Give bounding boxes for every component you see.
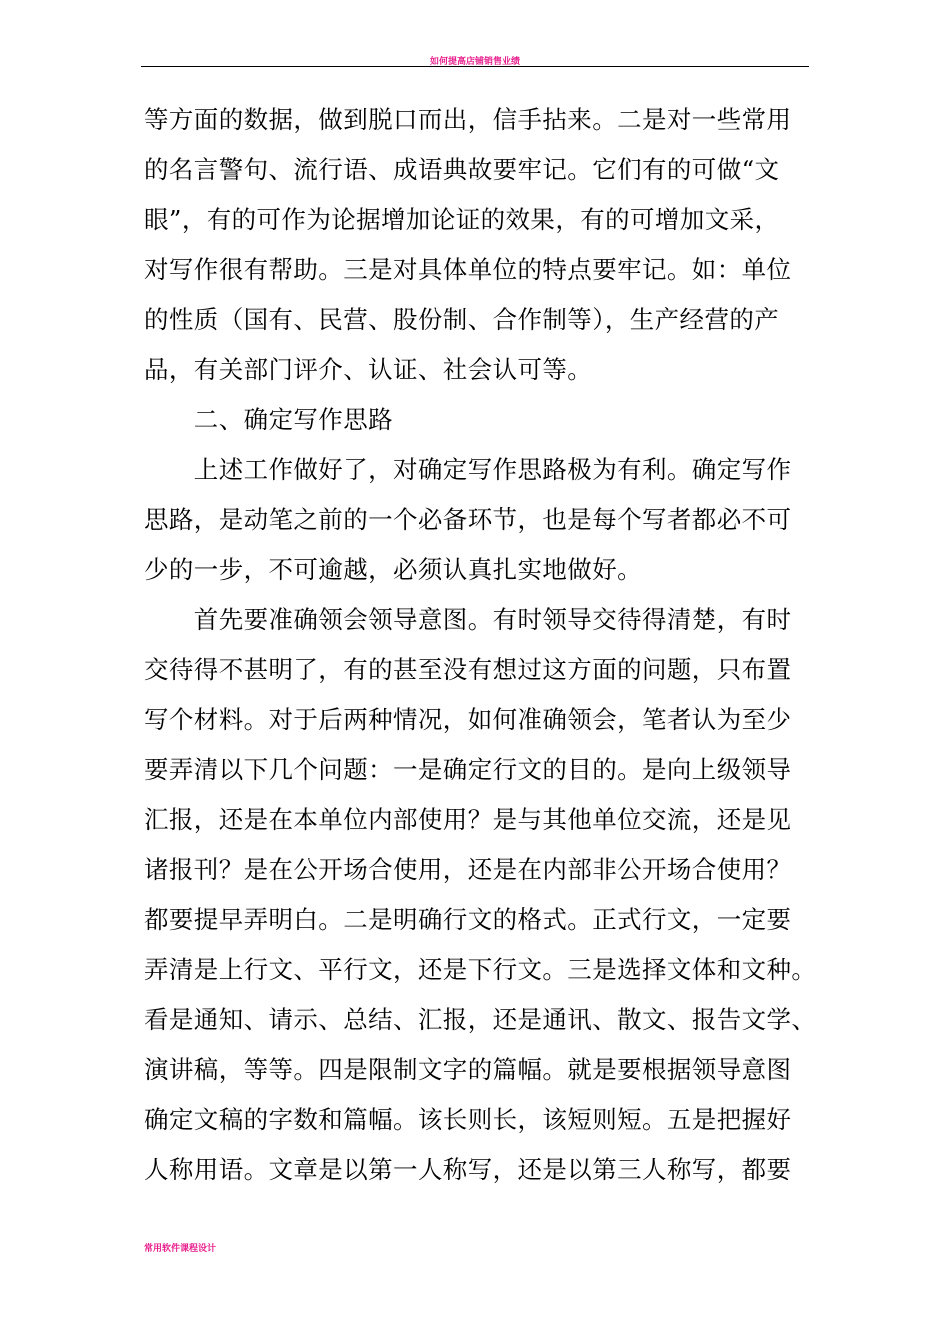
- body-line: 要弄清以下几个问题：一是确定行文的目的。是向上级领导: [144, 755, 792, 784]
- body-line: 交待得不甚明了，有的甚至没有想过这方面的问题，只布置: [144, 655, 792, 684]
- body-line: 演讲稿，等等。四是限制文字的篇幅。就是要根据领导意图: [144, 1055, 792, 1084]
- body-line: 的名言警句、流行语、成语典故要牢记。它们有的可做“文: [144, 155, 780, 184]
- document-body: [144, 95, 820, 1195]
- body-line: 对写作很有帮助。三是对具体单位的特点要牢记。如：单位: [144, 255, 792, 284]
- page-header-title: 如何提高店铺销售业绩: [429, 57, 520, 67]
- page-footer-text: 常用软件课程设计: [144, 1244, 217, 1254]
- body-line: 品，有关部门评介、认证、社会认可等。: [144, 355, 593, 384]
- body-line: 诸报刊？是在公开场合使用，还是在内部非公开场合使用？: [144, 855, 792, 884]
- header-divider: [141, 66, 809, 67]
- body-line: 写个材料。对于后两种情况，如何准确领会，笔者认为至少: [144, 705, 792, 734]
- body-line: 确定文稿的字数和篇幅。该长则长，该短则短。五是把握好: [144, 1105, 792, 1134]
- body-line: 首先要准确领会领导意图。有时领导交待得清楚，有时: [144, 605, 792, 634]
- body-line: 等方面的数据，做到脱口而出，信手拈来。二是对一些常用: [144, 105, 792, 134]
- body-line: 眼”，有的可作为论据增加论证的效果，有的可增加文采，: [144, 205, 780, 234]
- section-heading: 二、确定写作思路: [144, 405, 393, 434]
- body-line: 都要提早弄明白。二是明确行文的格式。正式行文，一定要: [144, 905, 792, 934]
- body-line: 上述工作做好了，对确定写作思路极为有利。确定写作: [144, 455, 792, 484]
- body-line: 的性质（国有、民营、股份制、合作制等），生产经营的产: [144, 305, 780, 334]
- body-line: 思路，是动笔之前的一个必备环节，也是每个写者都必不可: [144, 505, 792, 534]
- body-line: 看是通知、请示、总结、汇报，还是通讯、散文、报告文学、: [144, 1005, 817, 1034]
- body-line: 弄清是上行文、平行文，还是下行文。三是选择文体和文种。: [144, 955, 817, 984]
- body-line: 人称用语。文章是以第一人称写，还是以第三人称写，都要: [144, 1155, 792, 1184]
- body-line: 少的一步，不可逾越，必须认真扎实地做好。: [144, 555, 642, 584]
- body-line: 汇报，还是在本单位内部使用？是与其他单位交流，还是见: [144, 805, 792, 834]
